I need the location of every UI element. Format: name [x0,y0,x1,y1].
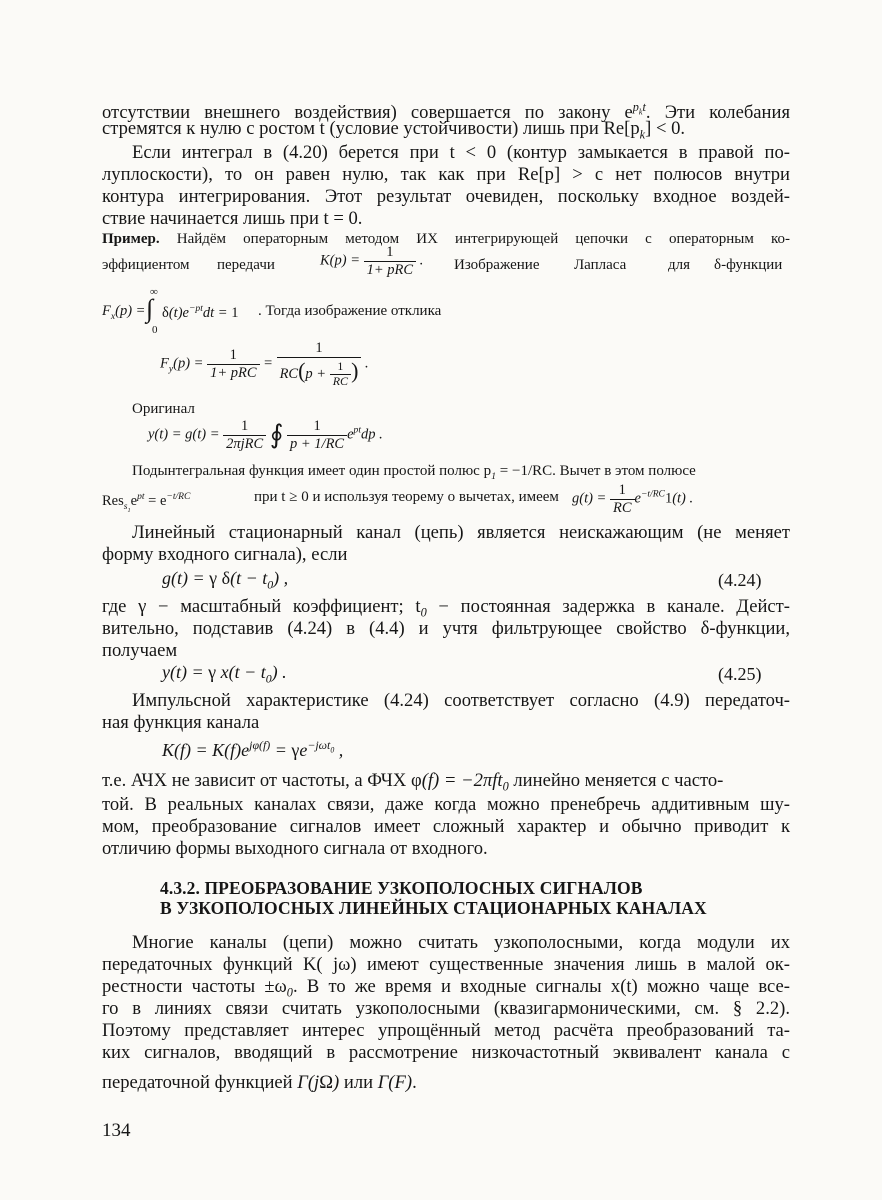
output-signal-eq: y(t) = γ $x(t - t_0)$ . [162,662,287,686]
section-heading: В УЗКОПОЛОСНЫХ ЛИНЕЙНЫХ СТАЦИОНАРНЫХ КАНАЛАХ [160,898,707,918]
text-line: передаточных функций K( jω) имеют существенные значения лишь в малой ок- [102,954,790,975]
text-line: получаем [102,640,178,661]
example-line: Оригинал [132,401,195,417]
text-line: луплоскости), то он равен нулю, так как при Re[p] > c нет полюсов внутри [102,164,790,185]
section-heading: 4.3.2. ПРЕОБРАЗОВАНИЕ УЗКОПОЛОСНЫХ СИГНАЛОВ [160,878,643,898]
text-line: Если интеграл в (4.20) берется при t < 0 (контур замыкается в правой по- [132,142,790,163]
text-line: мом, преобразование сигналов имеет сложный характер и обычно приводит к [102,816,790,837]
text-line: контура интегрирования. Этот результат очевиден, поскольку входное воздей- [102,186,790,207]
example-line: $Res_{s_1}e^{pt} = e^{-t/RC}$ при t ≥ 0 и используя теорему о вычетах, имеем g(t) = $\frac{1}{RC}$ $e^{-t/RC}1(t)$ . [102,482,694,516]
text-line: Многие каналы (цепи) можно считать узкополосными, когда модули их [132,932,790,953]
equation-number: (4.25) [718,664,762,684]
transfer-function-eq: K(p) = $\frac{1}{\text{1+ pRC}}$ . [320,244,424,278]
text-line: Линейный стационарный канал (цепь) является неискажающим (не меняет [132,522,790,543]
text-line: ких сигналов, вводящий в рассмотрение низкочастотный эквивалент канала с [102,1042,790,1063]
text-line: ная функция канала [102,712,260,733]
text-line: ствие начинается лишь при t = 0. [102,208,363,229]
text-line: т.е. АЧХ не зависит от частоты, а ФЧХ φ(f) = −2πft$_0$ линейно меняется с часто- [102,770,724,794]
text-line: рестности частоты $\pm\omega_0$. В то же время и входные сигналы x(t) можно чаще все- [102,976,790,1000]
distortionless-impulse-eq: g(t) = γ $\delta(t - t_0)$ , [162,568,289,592]
page-number: 134 [102,1120,131,1141]
response-image-eq: $F_y(p)$ = $\frac{1}{\text{1+ pRC}}$ = 1 RC(p + $\frac{1}{RC}$ ) . [160,340,369,388]
text-line: Поэтому представляет интерес упрощённый метод расчёта преобразований та- [102,1020,790,1041]
text-line: форму входного сигнала), если [102,544,348,565]
text-line: передаточной функцией Γ(jΩ) или Γ(F). [102,1072,417,1093]
text-line: вительно, подставив (4.24) в (4.4) и учтя фильтрующее свойство δ-функции, [102,618,790,639]
example-line: . Тогда изображение отклика [258,303,442,319]
text-line: той. В реальных каналах связи, даже когда можно пренебречь аддитивным шу- [102,794,790,815]
example-line: Подынтегральная функция имеет один простой полюс $p_1 = -1/RC$. Вычет в этом полюсе [132,463,696,482]
original-eq: y(t) = g(t) = $\frac{1}{\text{2πjRC}}$ ∮ $\frac{1}{p + 1/RC}$ $e^{pt}dp$ . [148,418,383,452]
text-line: Импульсной характеристике (4.24) соответствует согласно (4.9) передаточ- [132,690,790,711]
text-line: отсутствии внешнего воздействия) совершается по закону $e^{p_kt}$. Эти колебания [102,100,790,124]
equation-number: (4.24) [718,570,762,590]
transfer-function-channel-eq: $K(f) = K(f)e^{j\varphi(f)} = \gamma e^{-j\omega t_0}$ , [162,738,344,760]
text-line: стремятся к нулю с ростом t (условие устойчивости) лишь при $Re[p_k] < 0$. [102,118,686,142]
text-line: отличию формы выходного сигнала от входного. [102,838,488,859]
book-page: отсутствии внешнего воздействия) совершается по закону $e^{p_kt}$. Эти колебания стремятся к нулю с ростом t (условие устойчивости) лишь при $Re[p_k] < 0$. Если интеграл в (4.20) берется при t < 0 (контур замыкается в правой по- луплоскости), то он равен нулю, так как при Re[p] > c нет полюсов внутри контура интегрирования. Этот результат очевиден, поскольку входное воздей- ствие начинается лишь при t = 0. Пример. Найдём операторным методом ИХ интегрирующей цепочки с операторным ко- эффициентом передачи K(p) = $\frac{1}{\text{1+ pRC}}$ . Изображение Лапласа для δ-функции $F_x(p)$ = ∞ ∫ 0 $\delta(t)e^{-pt}dt = 1$ . Тогда изображение отклика $F_y(p)$ = $\frac{1}{\text{1+ pRC}}$ = 1 RC(p + $\frac{1}{RC}$ ) . Оригинал y(t) = g(t) = $\frac{1}{\text{2πjRC}}$ ∮ $\frac{1}{p + 1/RC}$ $e^{pt}dp$ . Подынтегральная функция имеет один простой полюс $p_1 = -1/RC$. Вычет в этом полюсе $Res_{s_1}e^{pt} = e^{-t/RC}$ при t ≥ 0 и используя теорему о вычетах, имеем g(t) = $\frac{1}{RC}$ $e^{-t/RC}1(t)$ . Линейный стационарный канал (цепь) является неискажающим (не меняет форму входного сигнала), если g(t) = γ $\delta(t - t_0)$ , (4.24) где γ − масштабный коэффициент; $t_0$ − постоянная задержка в канале. Дейст- вительно, подставив (4.24) в (4.4) и учтя фильтрующее свойство δ-функции, получаем y(t) = γ $x(t - t_0)$ . (4.25) Импульсной характеристике (4.24) соответствует согласно (4.9) передаточ- ная функция канала $K(f) = K(f)e^{j\varphi(f)} = \gamma e^{-j\omega t_0}$ , т.е. АЧХ не зависит от частоты, а ФЧХ φ(f) = −2πft$_0$ линейно меняется с часто- той. В реальных каналах связи, даже когда можно пренебречь аддитивным шу- мом, преобразование сигналов имеет сложный характер и обычно приводит к отличию формы выходного сигнала от входного. 4.3.2. ПРЕОБРАЗОВАНИЕ УЗКОПОЛОСНЫХ СИГНАЛОВ В УЗКОПОЛОСНЫХ ЛИНЕЙНЫХ СТАЦИОНАРНЫХ КАНАЛАХ Многие каналы (цепи) можно считать узкополосными, когда модули их передаточных функций K( jω) имеют существенные значения лишь в малой ок- рестности частоты $\pm\omega_0$. В то же время и входные сигналы x(t) можно чаще все- го в линиях связи считать узкополосными (квазигармоническими, см. § 2.2). Поэтому представляет интерес упрощённый метод расчёта преобразований та- ких сигналов, вводящий в рассмотрение низкочастотный эквивалент канала с передаточной функцией Γ(jΩ) или Γ(F). 134 [0,0,882,1200]
example-line: эффициентом передачи K(p) = $\frac{1}{\text{1+ pRC}}$ . Изображение Лапласа для δ-функции [102,244,783,278]
example-label: Пример. [102,231,160,247]
example-line: Пример. Найдём операторным методом ИХ интегрирующей цепочки с операторным ко- [102,231,790,247]
text-line: го в линиях связи считать узкополосными (квазигармоническими, см. § 2.2). [102,998,790,1019]
text-line: где γ − масштабный коэффициент; $t_0$ − постоянная задержка в канале. Дейст- [102,596,790,620]
